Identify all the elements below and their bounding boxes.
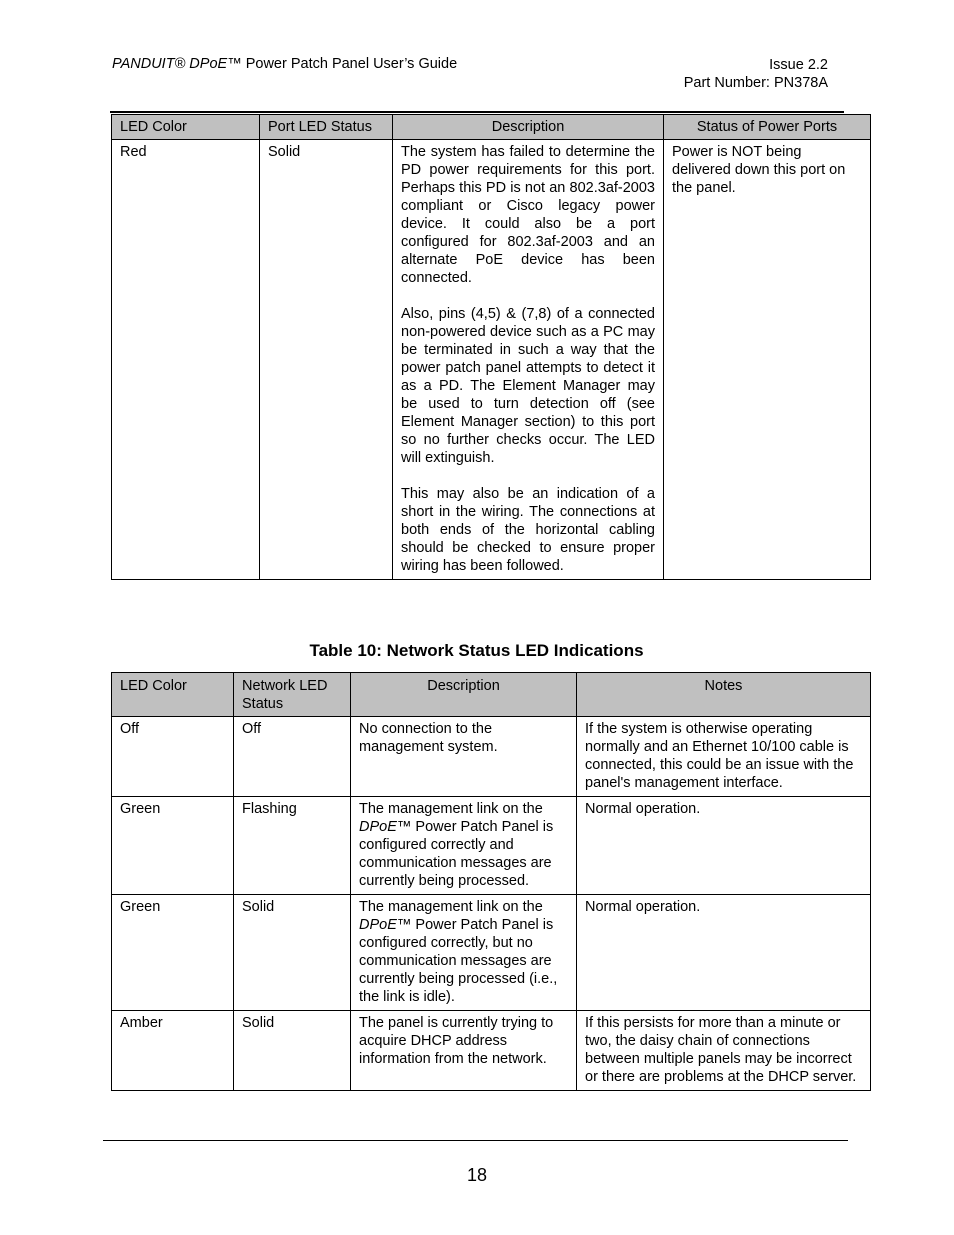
description-text: The panel is currently trying to acquire DHCP address information from the network. [359, 1015, 554, 1067]
network-led-table [111, 672, 871, 1091]
description-text: The management link on the [359, 899, 543, 915]
description-paragraph: Also, pins (4,5) & (7,8) of a connected non-powered device such as a PC may be terminated in such a way that the power patch panel attempts to detect it as a PD. The Element Manager may be used to turn detection off (see Element Manager section) to this port so no further checks occur. The LED will extinguish. [401, 306, 655, 466]
notes-cell: Normal operation. [577, 895, 871, 1011]
table-row [112, 1011, 871, 1091]
notes-cell: Normal operation. [577, 797, 871, 895]
led-color-cell: Green [112, 797, 234, 895]
table-caption: Table 10: Network Status LED Indications [309, 641, 644, 660]
header-issue: Issue 2.2 [769, 57, 828, 73]
table-row [112, 717, 871, 797]
status-cell: Flashing [234, 797, 351, 895]
notes-cell: If this persists for more than a minute or two, the daisy chain of connections between multiple panels may be incorrect or there are problems at the DHCP server. [577, 1011, 871, 1091]
column-header: Status of Power Ports [664, 115, 871, 140]
description-text: The management link on the [359, 801, 543, 817]
header-product: DPoE [189, 56, 228, 72]
table-row [112, 895, 871, 1011]
column-header: LED Color [112, 115, 260, 140]
description-cell [351, 1011, 577, 1091]
header-title-rest: ™ Power Patch Panel User’s Guide [227, 56, 458, 72]
description-product: DPoE [359, 917, 397, 933]
footer-rule [103, 1140, 848, 1141]
description-paragraph: This may also be an indication of a short in the wiring. The connections at both ends of the horizontal cabling should be checked to ensure proper wiring has been followed. [401, 486, 655, 574]
status-cell: Off [234, 717, 351, 797]
column-header: Port LED Status [260, 115, 393, 140]
column-header: Network LED Status [234, 673, 351, 717]
power-status-cell: Power is NOT being delivered down this port on the panel. [664, 140, 871, 580]
description-paragraph: The system has failed to determine the PD power requirements for this port. Perhaps this PD is not an 802.3af-2003 compliant or Cisco legacy power device. It could also be a port configured for 802.3af-2003 and an alternate PoE device has been connected. [401, 144, 655, 286]
table-header-row [112, 673, 871, 717]
led-color-cell: Off [112, 717, 234, 797]
notes-cell: If the system is otherwise operating normally and an Ethernet 10/100 cable is connected, this could be an issue with the panel's management interface. [577, 717, 871, 797]
header-brand: PANDUIT® [112, 56, 186, 72]
table-header-row [112, 115, 871, 140]
description-cell [351, 797, 577, 895]
column-header: Description [393, 115, 664, 140]
description-cell [393, 140, 664, 580]
status-cell: Solid [260, 140, 393, 580]
header-rule [110, 111, 844, 113]
led-color-cell: Red [112, 140, 260, 580]
led-color-cell: Amber [112, 1011, 234, 1091]
column-header: LED Color [112, 673, 234, 717]
description-cell [351, 895, 577, 1011]
column-header: Description [351, 673, 577, 717]
page-number: 18 [466, 1165, 488, 1185]
header-meta [684, 56, 828, 92]
description-text: No connection to the management system. [359, 721, 498, 755]
led-color-cell: Green [112, 895, 234, 1011]
port-led-table [111, 114, 871, 580]
table-row [112, 140, 871, 580]
description-text: ™ Power Patch Panel is configured correctly and communication messages are currently being processed. [359, 819, 554, 889]
status-cell: Solid [234, 1011, 351, 1091]
description-product: DPoE [359, 819, 397, 835]
column-header: Notes [577, 673, 871, 717]
status-cell: Solid [234, 895, 351, 1011]
header-part-number: Part Number: PN378A [683, 75, 828, 91]
description-text: ™ Power Patch Panel is configured correctly, but no communication messages are currently being processed (i.e., the link is idle). [359, 917, 558, 1005]
table-row [112, 797, 871, 895]
header-title [112, 56, 457, 72]
description-cell [351, 717, 577, 797]
